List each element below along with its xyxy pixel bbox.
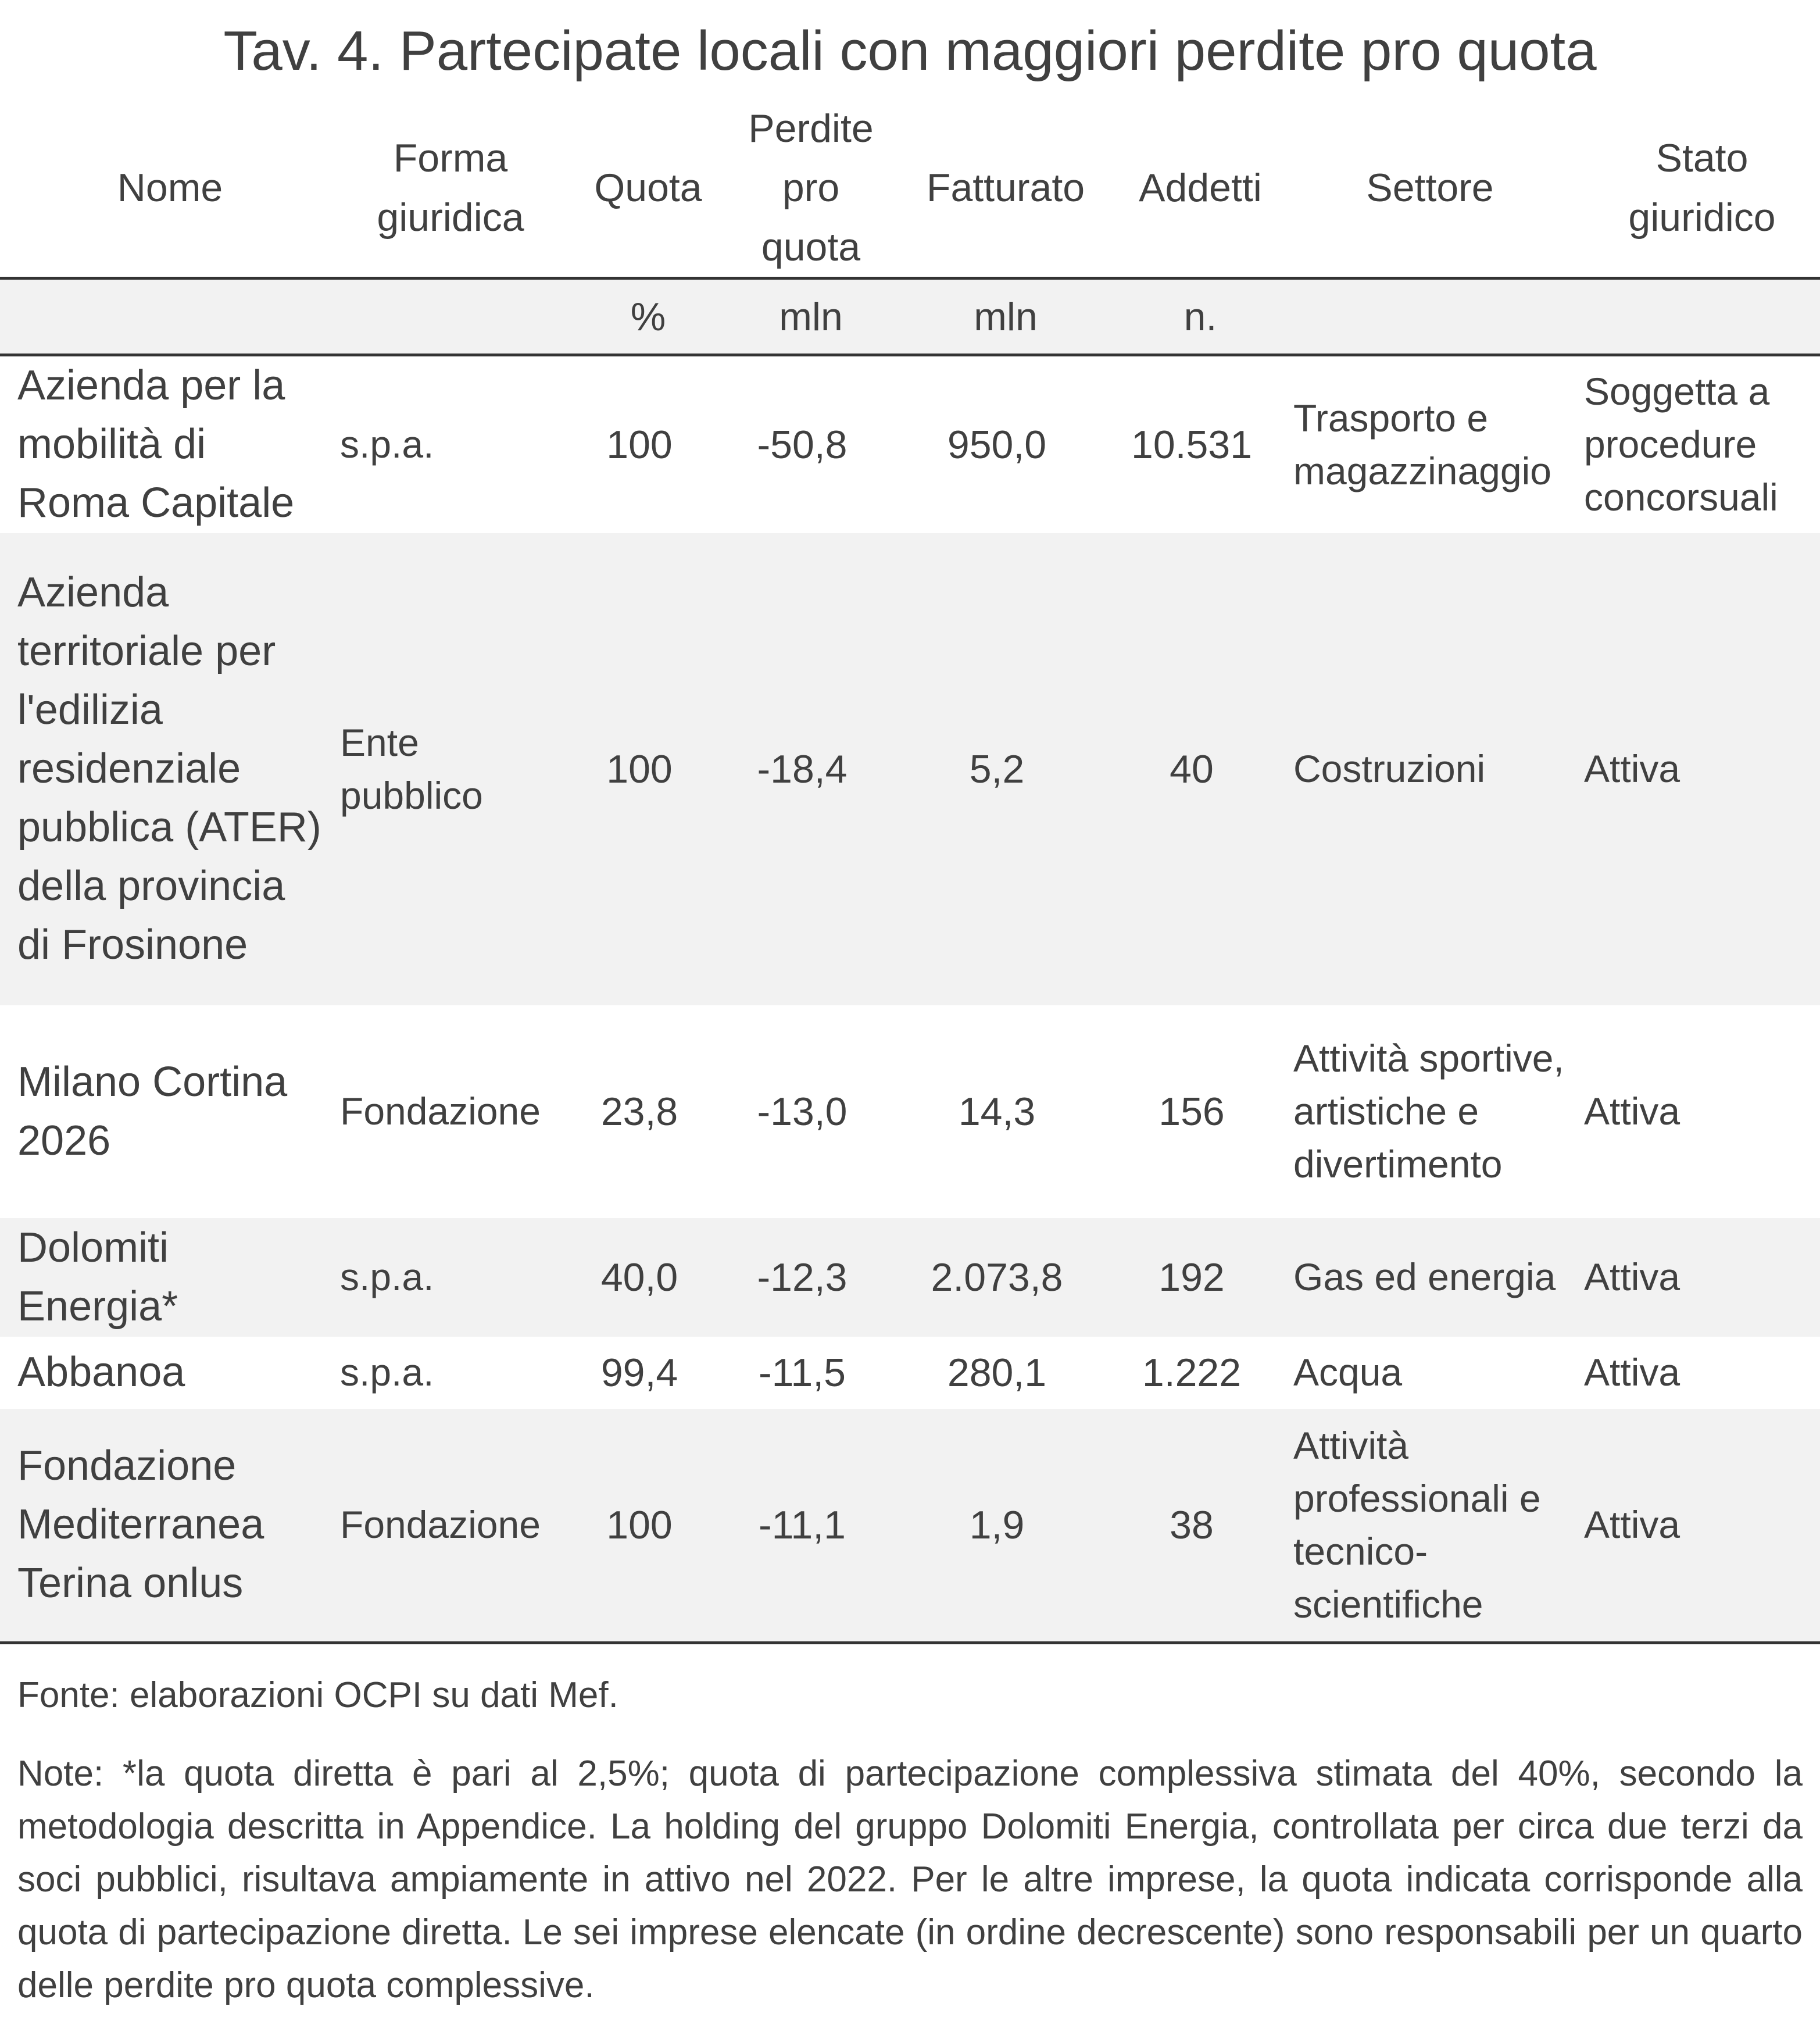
unit-cell [1276, 279, 1567, 355]
cell-nome: Fondazione Mediterranea Terina onlus [0, 1409, 323, 1643]
cell-quota: 100 [561, 533, 718, 1005]
unit-cell: mln [886, 279, 1107, 355]
column-header-addetti: Addetti [1139, 166, 1262, 210]
table-title: Tav. 4. Partecipate locali con maggiori perdite pro quota [223, 20, 1597, 82]
header-row [0, 99, 1820, 279]
cell-fatturato: 950,0 [947, 422, 1047, 467]
cell-addetti: 156 [1158, 1089, 1225, 1134]
cell-quota: 100 [606, 422, 673, 467]
cell-forma: s.p.a. [340, 423, 434, 466]
table-row [0, 1005, 1820, 1218]
cell-perdite: -13,0 [757, 1089, 848, 1134]
cell-quota: 23,8 [600, 1089, 678, 1134]
cell-stato: Attiva [1584, 1090, 1680, 1133]
unit-cell: mln [718, 279, 886, 355]
cell-forma: Ente pubblico [323, 533, 561, 1005]
table-row [0, 1218, 1820, 1337]
cell-stato: Attiva [1584, 1351, 1680, 1394]
cell-settore: Attività professionali e tecnico-scientifiche [1276, 1409, 1567, 1643]
unit-cell: % [561, 279, 718, 355]
cell-forma: Fondazione [340, 1090, 541, 1133]
cell-quota: 99,4 [600, 1350, 678, 1395]
column-header-nome: Nome [117, 166, 223, 210]
cell-settore: Trasporto e magazzinaggio [1293, 396, 1551, 492]
column-header-forma: Forma giuridica [377, 136, 524, 240]
cell-perdite: -50,8 [757, 422, 848, 467]
cell-nome: Milano Cortina 2026 [17, 1058, 288, 1164]
source-note: Fonte: elaborazioni OCPI su dati Mef. [17, 1675, 618, 1715]
cell-stato: Attiva [1567, 533, 1820, 1005]
cell-fatturato: 14,3 [958, 1089, 1036, 1134]
column-header-quota: Quota [594, 166, 702, 210]
footnote: Note: *la quota diretta è pari al 2,5%; quota di partecipazione complessiva stimata del 40%, secondo la metodologia descritta in Appendice. La holding del gruppo Dolomiti Energia, controllata per circa due terzi da soci pubblici, risultava ampiamente in attivo nel 2022. Per le altre imprese, la quota indicata corrisponde alla quota di partecipazione diretta. Le sei imprese elencate (in ordine decrescente) sono responsabili per un quarto delle perdite pro quota complessive. [17, 1754, 1803, 2005]
column-header-fatturato: Fatturato [926, 166, 1085, 210]
cell-settore: Acqua [1293, 1351, 1403, 1394]
cell-perdite: -11,5 [759, 1350, 846, 1395]
cell-addetti: 192 [1107, 1218, 1276, 1337]
cell-fatturato: 5,2 [886, 533, 1107, 1005]
unit-cell [1567, 279, 1820, 355]
cell-forma: s.p.a. [323, 1218, 561, 1337]
cell-addetti: 10.531 [1131, 422, 1252, 467]
cell-perdite: -11,1 [718, 1409, 886, 1643]
cell-nome: Dolomiti Energia* [0, 1218, 323, 1337]
table-row [0, 1337, 1820, 1409]
cell-fatturato: 1,9 [886, 1409, 1107, 1643]
data-table [0, 99, 1820, 1644]
cell-nome: Azienda per la mobilità di Roma Capitale [17, 362, 295, 527]
column-header-stato: Stato giuridico [1628, 136, 1776, 240]
cell-settore: Gas ed energia [1276, 1218, 1567, 1337]
cell-quota: 100 [561, 1409, 718, 1643]
unit-cell [323, 279, 561, 355]
cell-forma: Fondazione [323, 1409, 561, 1643]
column-header-settore: Settore [1366, 166, 1494, 210]
cell-fatturato: 2.073,8 [886, 1218, 1107, 1337]
cell-stato: Attiva [1567, 1409, 1820, 1643]
table-row [0, 533, 1820, 1005]
cell-settore: Attività sportive, artistiche e divertimento [1293, 1037, 1564, 1186]
unit-cell: n. [1107, 279, 1276, 355]
cell-nome: Azienda territoriale per l'edilizia residenziale pubblica (ATER) della provincia di Frosinone [0, 533, 323, 1005]
cell-settore: Costruzioni [1276, 533, 1567, 1005]
cell-stato: Soggetta a procedure concorsuali [1584, 370, 1778, 519]
units-row [0, 279, 1820, 355]
cell-addetti: 1.222 [1142, 1350, 1242, 1395]
cell-nome: Abbanoa [17, 1349, 185, 1395]
table-row [0, 355, 1820, 533]
cell-perdite: -12,3 [718, 1218, 886, 1337]
cell-stato: Attiva [1567, 1218, 1820, 1337]
cell-fatturato: 280,1 [947, 1350, 1047, 1395]
cell-addetti: 38 [1107, 1409, 1276, 1643]
column-header-perdite: Perdite pro quota [748, 106, 874, 269]
cell-quota: 40,0 [561, 1218, 718, 1337]
unit-cell [0, 279, 323, 355]
table-row [0, 1409, 1820, 1643]
cell-forma: s.p.a. [340, 1351, 434, 1394]
cell-perdite: -18,4 [718, 533, 886, 1005]
cell-addetti: 40 [1107, 533, 1276, 1005]
